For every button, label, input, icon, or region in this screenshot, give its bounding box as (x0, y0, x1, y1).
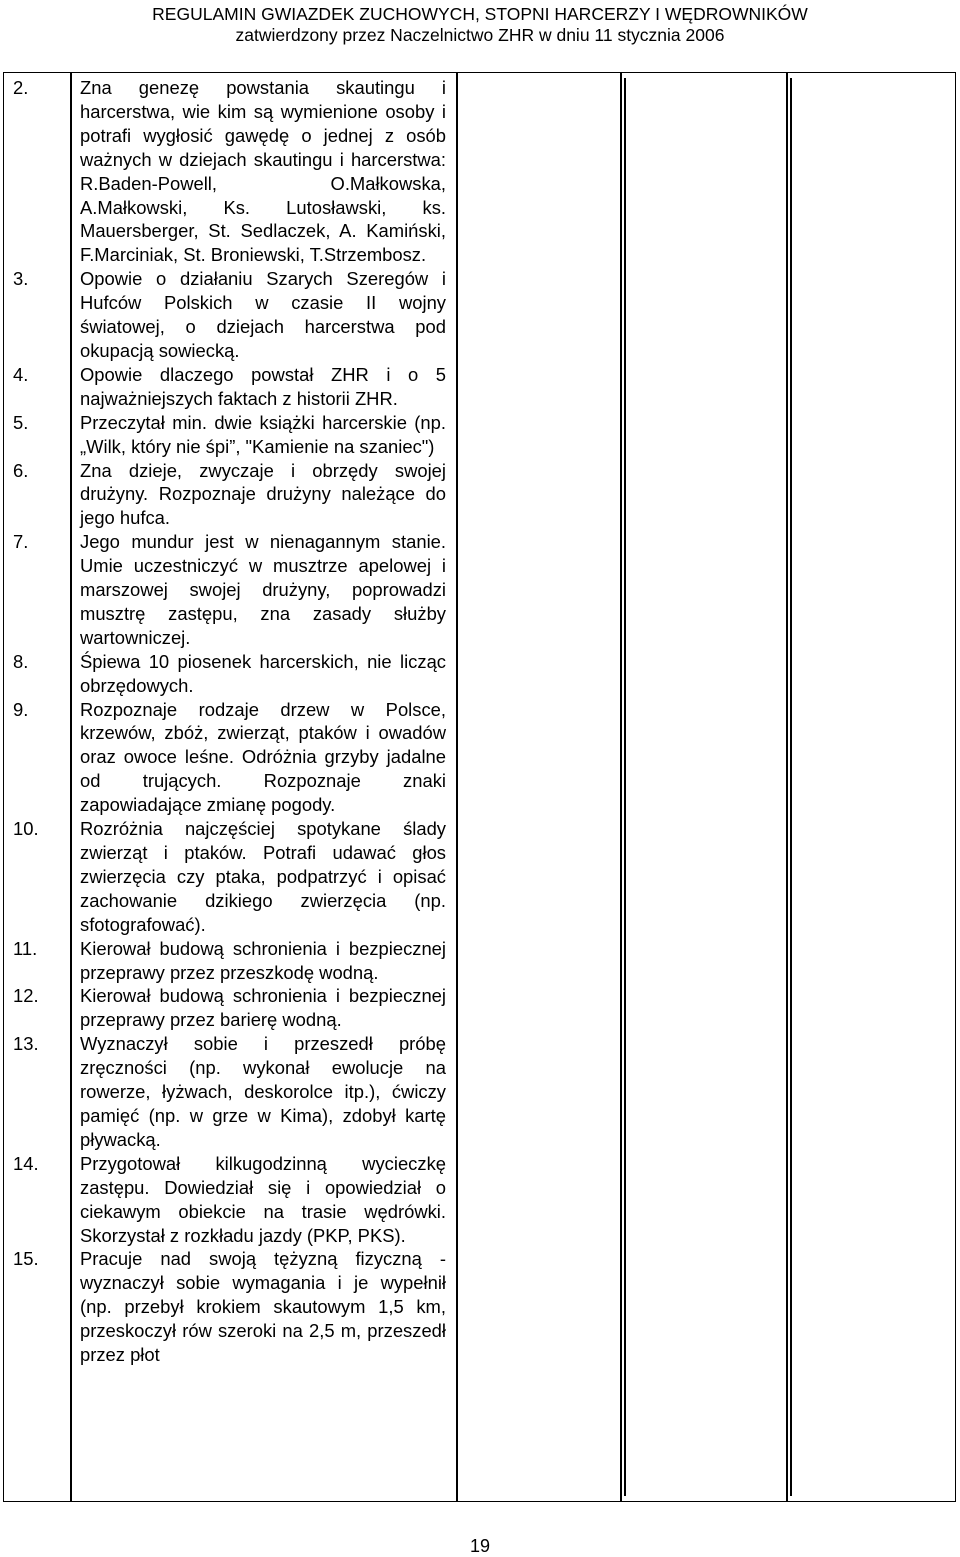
item-number: 12. (13, 985, 39, 1007)
signature-cell-border (790, 78, 792, 1496)
item-text: Rozpoznaje rodzaje drzew w Polsce, krzewów, zbóż, zwierząt, ptaków i owadów oraz owoce leśne. Odróżnia grzyby jadalne od trujących. Rozpoznaje znaki zapowiadające zmianę pogody. (80, 698, 446, 816)
list-item (3, 984, 456, 1032)
item-number: 8. (13, 650, 29, 672)
item-text: Zna dzieje, zwyczaje i obrzędy swojej drużyny. Rozpoznaje drużyny należące do jego hufca. (80, 459, 446, 529)
item-number: 9. (13, 698, 29, 720)
item-text: Śpiewa 10 piosenek harcerskich, nie licząc obrzędowych. (80, 650, 446, 696)
item-number: 2. (13, 77, 29, 98)
list-item (3, 937, 456, 985)
signature-cell-border (624, 78, 626, 1496)
item-number: 15. (13, 1248, 39, 1270)
list-item (3, 459, 456, 531)
requirements-list (3, 76, 456, 1367)
page-number: 19 (469, 1536, 491, 1556)
item-text: Przygotował kilkugodzinną wycieczkę zastępu. Dowiedział się i opowiedział o ciekawym obiekcie na trasie wędrówki. Skorzystał z rozkładu jazdy (PKP, PKS). (80, 1152, 446, 1246)
list-item (3, 267, 456, 363)
list-item (3, 411, 456, 459)
list-item (3, 530, 456, 650)
item-text: Opowie o działaniu Szarych Szeregów i Hufców Polskich w czasie II wojny światowej, o dziejach harcerstwa pod okupacją sowiecką. (80, 268, 446, 361)
list-item (3, 363, 456, 411)
item-text: Rozróżnia najczęściej spotykane ślady zwierząt i ptaków. Potrafi udawać głos zwierzęcia czy ptaka, podpatrzyć i opisać zachowanie dzikiego zwierzęcia (np. sfotografować). (80, 818, 446, 935)
list-item (3, 817, 456, 937)
approval-note: zatwierdzony przez Naczelnictwo ZHR w dniu 11 stycznia 2006 (235, 25, 725, 45)
list-item (3, 698, 456, 818)
item-number: 3. (13, 268, 29, 290)
column-divider-signature-1 (620, 72, 622, 1502)
item-number: 4. (13, 363, 29, 385)
item-text: Pracuje nad swoją tężyzną fizyczną - wyznaczył sobie wymagania i je wypełnił (np. przebył krokiem skautowym 1,5 km, przeskoczył rów szeroki na 2,5 m, przeszedł przez płot (80, 1248, 446, 1366)
item-text: Zna genezę powstania skautingu i harcerstwa, wie kim są wymienione osoby i potrafi wygłosić gawędę o jednej z osób ważnych w dziejach skautingu i harcerstwa: R.Baden-Powell, O.Małkowska, A.Małkowski, Ks. Lutosławski, ks. Mauersberger, St. Sedlaczek, A. Kamiński, F.Marciniak, St. Broniewski, T.Strzembosz. (80, 77, 446, 266)
list-item (3, 1152, 456, 1248)
item-number: 7. (13, 531, 29, 553)
item-text: Opowie dlaczego powstał ZHR i o 5 najważniejszych faktach z historii ZHR. (80, 363, 446, 409)
item-number: 10. (13, 818, 39, 840)
item-text: Jego mundur jest w nienagannym stanie. Umie uczestniczyć w musztrze apelowej i marszowej swojej drużyny, poprowadzi musztrę zastępu, zna zasady służby wartowniczej. (80, 531, 446, 648)
regulation-title: REGULAMIN GWIAZDEK ZUCHOWYCH, STOPNI HARCERZY I WĘDROWNIKÓW (152, 4, 808, 24)
item-number: 13. (13, 1033, 39, 1055)
list-item (3, 1247, 456, 1367)
column-divider-signature-2 (786, 72, 788, 1502)
list-item (3, 1032, 456, 1152)
list-item (3, 76, 456, 267)
item-number: 14. (13, 1152, 39, 1174)
item-number: 6. (13, 459, 29, 481)
item-text: Wyznaczył sobie i przeszedł próbę zręczności (np. wykonał ewolucje na rowerze, łyżwach, deskorolce itp.), ćwiczy pamięć (np. w grze w Kima), zdobył kartę pływacką. (80, 1033, 446, 1150)
column-divider-text (456, 72, 458, 1502)
list-item (3, 650, 456, 698)
item-text: Kierował budową schronienia i bezpiecznej przeprawy przez przeszkodę wodną. (80, 937, 446, 983)
item-text: Przeczytał min. dwie książki harcerskie (np. „Wilk, który nie śpi”, "Kamienie na szaniec") (80, 411, 446, 457)
item-number: 11. (13, 937, 38, 959)
item-text: Kierował budową schronienia i bezpiecznej przeprawy przez barierę wodną. (80, 985, 446, 1031)
item-number: 5. (13, 411, 29, 433)
